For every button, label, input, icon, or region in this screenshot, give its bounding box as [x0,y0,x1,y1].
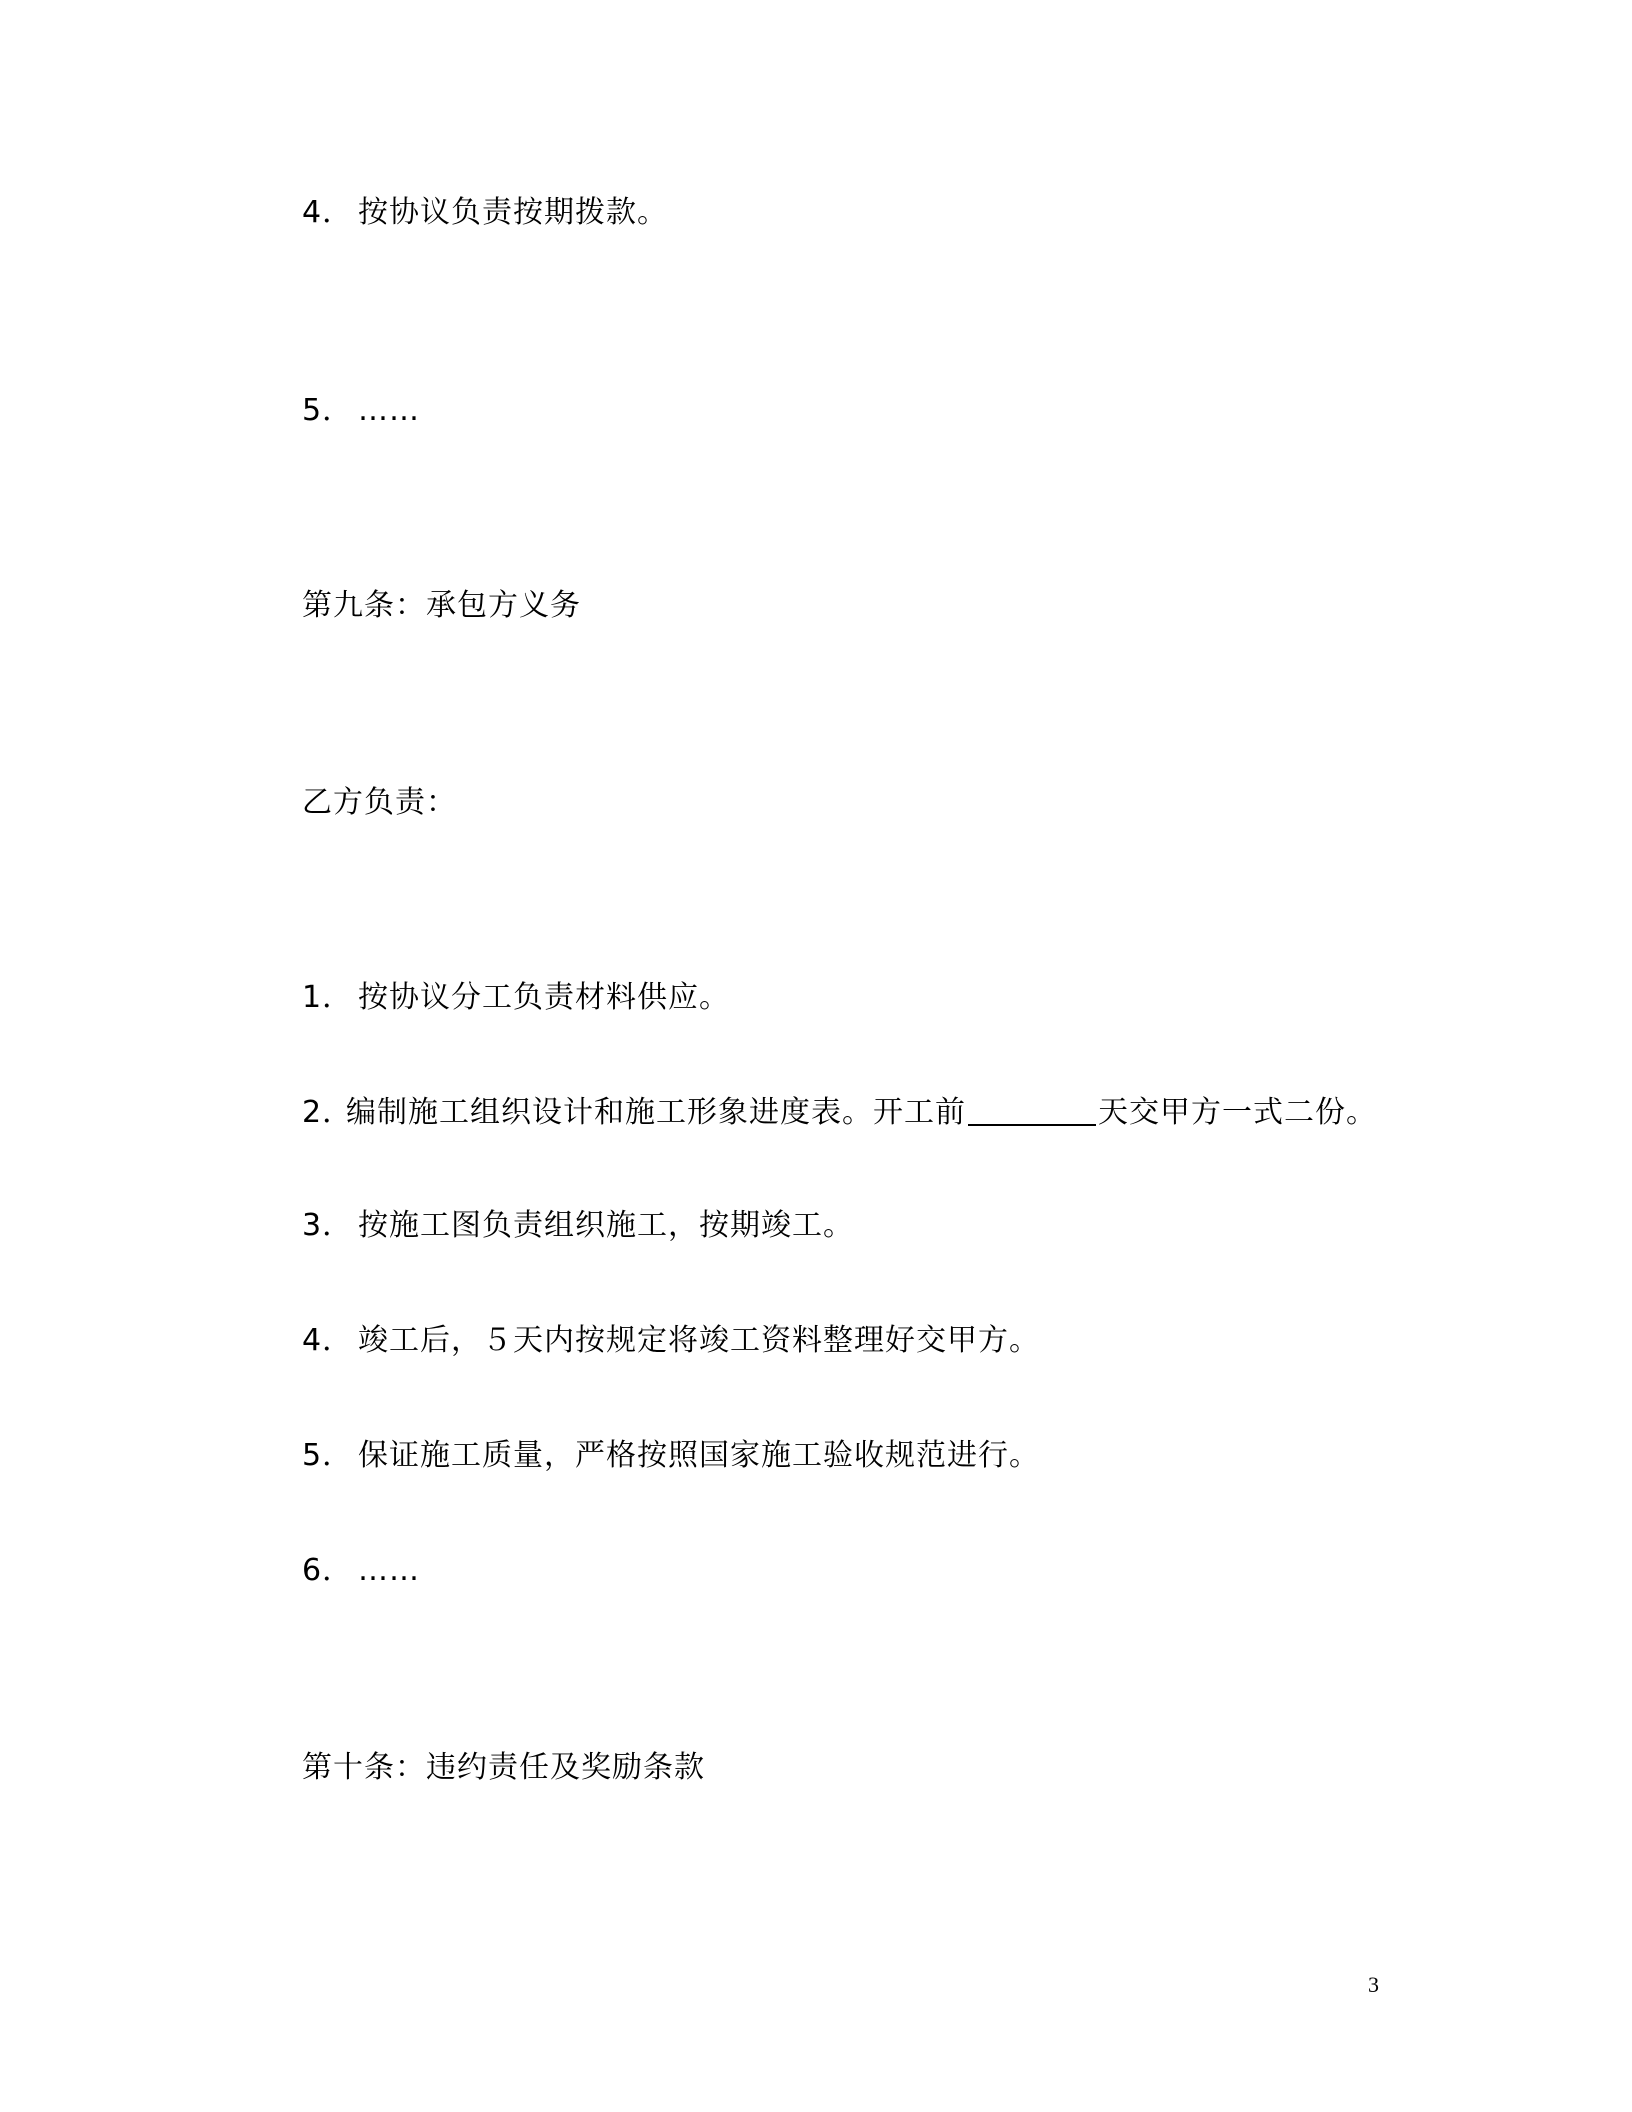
article-10-heading: 第十条：违约责任及奖励条款 [302,1750,705,1785]
article-9-intro: 乙方负责： [302,785,457,820]
item-text: 按协议负责按期拨款。 [358,195,668,230]
article-9-item-3 [302,1206,854,1246]
article-9-item-5 [302,1436,1040,1476]
item-number: 5． [302,393,354,428]
fill-in-blank [968,1094,1096,1126]
item-text: …… [358,393,420,428]
party-a-duty-4 [302,193,668,233]
item-number: 4． [302,1323,354,1358]
item-number: 6． [302,1553,354,1588]
item-text-before-blank: 编制施工组织设计和施工形象进度表。开工前 [346,1095,966,1130]
item-text: …… [358,1553,420,1588]
article-9-item-6 [302,1551,420,1591]
item-number: 5． [302,1438,354,1473]
article-9-item-4 [302,1321,1040,1361]
party-a-duty-5 [302,391,420,431]
item-number: 1． [302,980,354,1015]
article-9-item-1 [302,978,730,1018]
item-text: 保证施工质量，严格按照国家施工验收规范进行。 [358,1438,1040,1473]
item-text-after-blank: 天交甲方一式二份。 [1098,1095,1377,1130]
item-text: 竣工后，５天内按规定将竣工资料整理好交甲方。 [358,1323,1040,1358]
article-9-item-2 [302,1093,1377,1133]
article-9-heading: 第九条：承包方义务 [302,588,581,623]
item-number: 3． [302,1208,354,1243]
item-text: 按施工图负责组织施工，按期竣工。 [358,1208,854,1243]
item-text: 按协议分工负责材料供应。 [358,980,730,1015]
item-number: 4． [302,195,354,230]
page-number: 3 [1368,1972,1379,1997]
item-number: 2． [302,1095,354,1130]
